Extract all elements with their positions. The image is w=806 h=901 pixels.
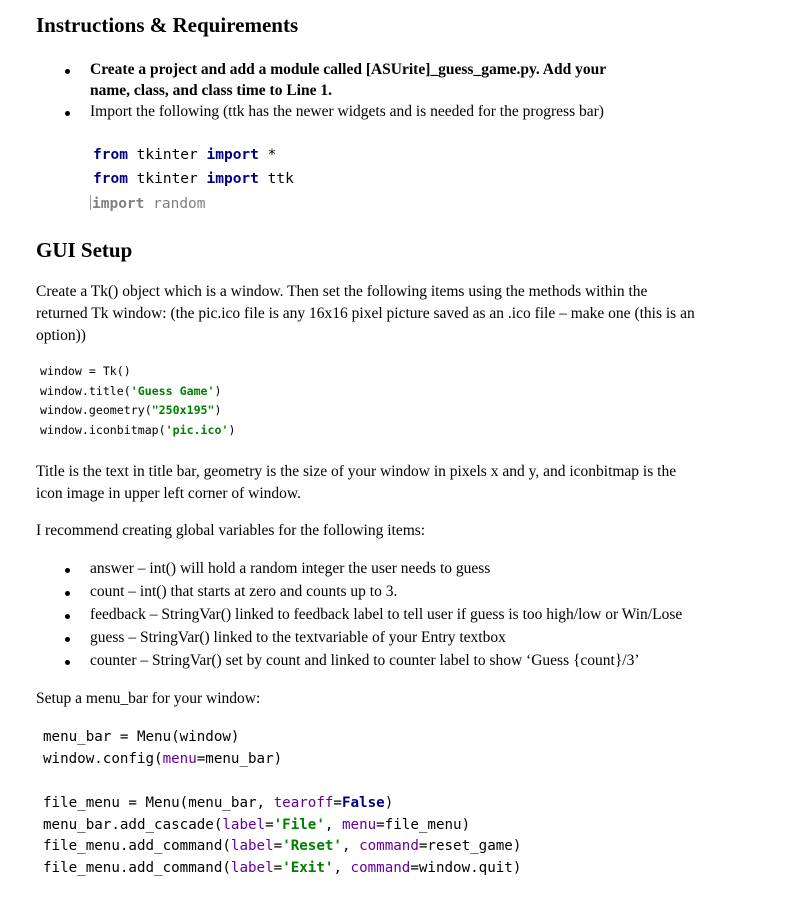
code-import-line-1 <box>93 147 276 163</box>
var-bullet-answer: answer – int() will hold a random integer the user needs to guess <box>90 560 491 577</box>
bullet-dot <box>65 660 70 665</box>
string-literal: 'Exit' <box>282 860 334 876</box>
code-text: file_menu = Menu(menu_bar, <box>43 795 274 811</box>
requirement-line-2: name, class, and class time to Line 1. <box>90 82 332 99</box>
string-literal: 'File' <box>273 817 325 833</box>
string-literal: "250x195" <box>151 403 215 417</box>
code-text: menu_bar.add_cascade( <box>43 817 223 833</box>
keyword-arg: command <box>359 838 419 854</box>
string-literal: 'Reset' <box>282 838 342 854</box>
keyword: from <box>93 147 128 163</box>
bullet-dot <box>65 111 70 116</box>
code-text: menu_bar = Menu(window) <box>43 729 240 745</box>
code-import-line-2 <box>93 171 294 187</box>
ttk-name: ttk <box>267 171 294 187</box>
var-bullet-feedback: feedback – StringVar() linked to feedback label to tell user if guess is too high/low or Win/Lose <box>90 606 683 623</box>
recommend-text: I recommend creating global variables for the following items: <box>36 522 426 539</box>
gui-paragraph-line-2: returned Tk window: (the pic.ico file is any 16x16 pixel picture saved as an .ico file – make one (this is an <box>36 305 695 322</box>
code-menu-line-2 <box>43 751 282 767</box>
title-paragraph-line-2: icon image in upper left corner of window. <box>36 485 301 502</box>
keyword: import <box>92 196 145 212</box>
bullet-dot <box>65 568 70 573</box>
keyword-arg: menu <box>341 817 377 833</box>
section-heading-instructions: Instructions & Requirements <box>36 13 299 37</box>
bullet-dot <box>65 614 70 619</box>
code-text: = <box>273 838 283 854</box>
code-text: file_menu.add_command( <box>43 838 231 854</box>
code-window-line-1 <box>40 364 131 378</box>
code-import-line-3 <box>90 195 206 212</box>
bullet-dot <box>65 637 70 642</box>
code-menu-line-4 <box>43 817 470 833</box>
keyword-arg: command <box>350 860 411 876</box>
code-text: , <box>341 838 360 854</box>
keyword-arg: menu <box>162 751 197 767</box>
code-text: = <box>265 817 274 833</box>
code-text: ) <box>384 795 394 811</box>
code-text: file_menu.add_command( <box>43 860 231 876</box>
keyword: import <box>206 147 259 163</box>
code-window-line-3 <box>40 403 222 417</box>
keyword: from <box>93 171 128 187</box>
requirement-import: Import the following (ttk has the newer widgets and is needed for the progress bar) <box>90 103 604 120</box>
string-literal: 'pic.ico' <box>165 423 229 437</box>
title-paragraph-line-1: Title is the text in title bar, geometry is the size of your window in pixels x and y, and iconbitmap is the <box>36 463 677 480</box>
code-window-line-2 <box>40 384 222 398</box>
boolean-literal: False <box>341 795 385 811</box>
module-name: tkinter <box>136 147 198 163</box>
keyword-arg: label <box>222 817 266 833</box>
string-literal: 'Guess Game' <box>130 384 215 398</box>
keyword-arg: label <box>230 860 274 876</box>
module-name: tkinter <box>136 171 198 187</box>
wildcard: * <box>267 147 277 163</box>
keyword-arg: label <box>230 838 274 854</box>
keyword: import <box>206 171 259 187</box>
code-text: , <box>324 817 342 833</box>
code-text: =menu_bar) <box>196 751 283 767</box>
bullet-dot <box>65 591 70 596</box>
code-text: =window.quit) <box>410 860 522 876</box>
keyword-arg: tearoff <box>273 795 334 811</box>
code-text: window.iconbitmap( <box>40 423 166 437</box>
code-text: ) <box>214 384 222 398</box>
requirement-line-1: Create a project and add a module called [ASUrite]_guess_game.py. Add your <box>90 61 607 78</box>
code-text: window.title( <box>40 384 131 398</box>
code-text: window.geometry( <box>40 403 152 417</box>
code-text: ) <box>228 423 236 437</box>
module-name: random <box>153 196 206 212</box>
code-text: =reset_game) <box>418 838 522 854</box>
code-menu-line-3 <box>43 795 393 811</box>
code-text: = <box>273 860 283 876</box>
code-text: ) <box>214 403 222 417</box>
code-text: =file_menu) <box>376 817 471 833</box>
code-text: , <box>333 860 351 876</box>
text-cursor <box>90 195 91 210</box>
var-bullet-guess: guess – StringVar() linked to the textvariable of your Entry textbox <box>90 629 506 646</box>
code-window-line-4 <box>40 423 235 437</box>
code-menu-line-1 <box>43 729 239 745</box>
gui-paragraph-line-3: option)) <box>36 327 86 344</box>
var-bullet-counter: counter – StringVar() set by count and linked to counter label to show ‘Guess {count}/3’ <box>90 652 640 669</box>
setup-menu-text: Setup a menu_bar for your window: <box>36 690 261 707</box>
var-bullet-count: count – int() that starts at zero and counts up to 3. <box>90 583 398 600</box>
code-menu-line-5 <box>43 838 521 854</box>
section-heading-gui-setup: GUI Setup <box>36 238 133 262</box>
code-text: window.config( <box>43 751 163 767</box>
code-menu-line-6 <box>43 860 521 876</box>
code-text: window = Tk() <box>40 364 131 378</box>
code-text: = <box>333 795 342 811</box>
gui-paragraph-line-1: Create a Tk() object which is a window. Then set the following items using the methods within the <box>36 283 648 300</box>
bullet-dot <box>65 69 70 74</box>
